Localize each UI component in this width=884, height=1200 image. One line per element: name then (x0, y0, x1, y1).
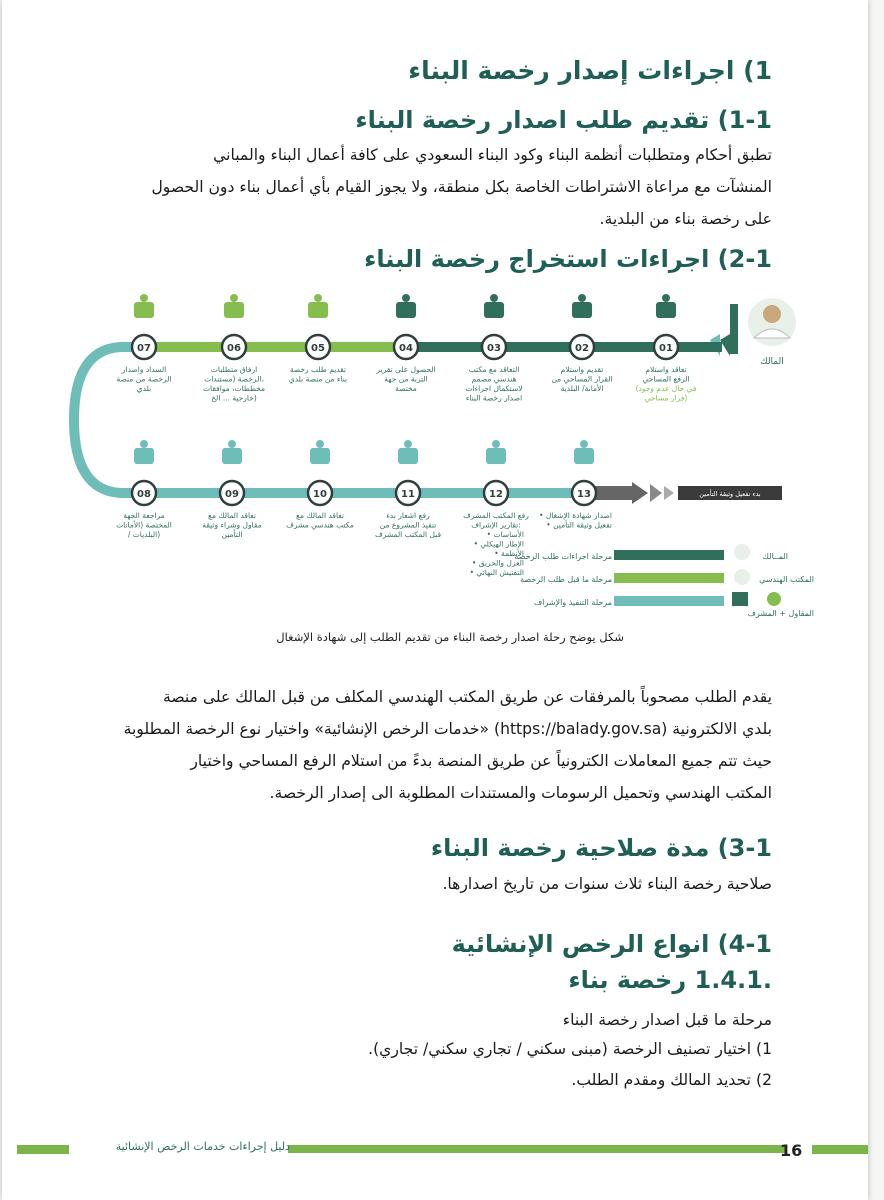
step-number: 04 (399, 343, 413, 354)
step-label: الحصول على تقرير (376, 365, 436, 374)
application-paragraph (50, 681, 772, 809)
step-icon (656, 294, 676, 318)
step-label: قبل المكتب المشرف (374, 530, 442, 539)
step-icon (398, 440, 418, 464)
step-icon (484, 294, 504, 318)
step-bullet: • اصدار شهادة الإشغال (539, 511, 612, 520)
step-icon (134, 440, 154, 464)
step-icon (224, 294, 244, 318)
step-label: المختصة (الأمانات (116, 520, 172, 530)
step-number: 09 (225, 489, 239, 500)
step-label: مراجعة الجهة (123, 511, 165, 520)
step-icon (308, 294, 328, 318)
step-label: اصدار رخصة البناء (465, 393, 523, 403)
step-bullet: • الأنظمة (494, 549, 524, 558)
step-label: خارجية ... الخ) (211, 393, 257, 403)
step-label: تعاقد واستلام (645, 365, 687, 374)
step-number: 03 (487, 343, 501, 354)
owner-icon (748, 298, 796, 346)
permit-process-diagram (2, 290, 868, 650)
step-label: التعاقد مع مكتب (468, 365, 520, 374)
step-icon (222, 440, 242, 464)
step-label: هندسي مصمم (471, 374, 517, 384)
paragraph-line: حيث تتم جميع المعاملات الكترونياً عن طريق المنصة بدءً من استلام الرفع المساحي واختيار (190, 752, 772, 770)
step-label: لاستكمال اجراءات (465, 384, 523, 393)
step-label: بلدي (136, 384, 152, 393)
step-number: 12 (489, 489, 503, 500)
step-label: مختصة (395, 384, 417, 393)
bottom-step-10 (286, 440, 354, 530)
step-number: 06 (227, 343, 241, 354)
owner-label: المالك (760, 357, 784, 367)
bottom-step-13 (539, 440, 612, 530)
step-icon (396, 294, 416, 318)
footer-title: دليل إجراءات خدمات الرخص الإنشائية (115, 1140, 290, 1153)
step-label: تقارير الإشراف: (471, 520, 521, 530)
step-label: السداد واصدار (121, 365, 167, 374)
step-label: الرخصة من منصة (116, 374, 172, 384)
document-page (2, 0, 868, 1200)
paragraph-line: بلدي الالكترونية (https://balady.gov.sa) «خدمات الرخص الإنشائية» واختيار نوع الرخصة المطلوبة (123, 720, 772, 738)
step-label: مخططات، موافقات (202, 384, 266, 393)
step-icon (572, 294, 592, 318)
page-number: 16 (780, 1141, 803, 1160)
list-item-2: 2) تحديد المالك ومقدم الطلب. (571, 1071, 772, 1089)
paragraph-line: المنشآت مع مراعاة الاشتراطات الخاصة بكل منطقة، ولا يجوز القيام بأي أعمال بناء دون الحصول (151, 178, 772, 196)
step-number: 11 (401, 489, 415, 500)
step-number: 01 (659, 343, 673, 354)
step-number: 07 (137, 343, 151, 354)
legend-phase-2: مرحلة ما قبل طلب الرخصة (520, 575, 612, 584)
step-label: تعاقد المالك مع (296, 511, 344, 520)
step-label: الرخصة (مستندات، (204, 374, 264, 384)
step-icon (310, 440, 330, 464)
step-icon (134, 294, 154, 318)
track-pre-request-phase (142, 342, 404, 352)
paragraph-line: المكتب الهندسي وتحميل الرسومات والمستندات المطلوبة الى إصدار الرخصة. (269, 784, 772, 802)
step-label: تقديم طلب رخصة (289, 365, 347, 374)
paragraph-line: يقدم الطلب مصحوباً بالمرفقات عن طريق المكتب الهندسي المكلف من قبل المالك على منصة (162, 688, 772, 706)
step-label: التأمين (221, 530, 243, 539)
step-label: رفع المكتب المشرف (463, 511, 529, 520)
diagram-caption: شكل يوضح رحلة اصدار رخصة البناء من تقديم الطلب إلى شهادة الإشغال (276, 630, 624, 644)
pre-issue-stage: مرحلة ما قبل اصدار رخصة البناء (562, 1011, 772, 1029)
step-label: تقديم واستلام (560, 365, 604, 374)
track-execution-phase (122, 488, 592, 498)
arrow-label: بدء تفعيل وثيقة التأمين (699, 490, 761, 498)
step-label: مقاول وشراء وثيقة (202, 520, 262, 530)
step-label: التربة من جهة (384, 374, 428, 384)
step-label: تعاقد المالك مع (208, 511, 256, 520)
step-label: رفع اشعار بدء (386, 511, 430, 520)
footer-bar-right (812, 1145, 868, 1154)
step-bullet: • تفعيل وثيقة التأمين (546, 520, 612, 530)
section-1-1-paragraph (50, 139, 772, 235)
legend-phase-3: مرحلة التنفيذ والإشراف (533, 598, 612, 607)
section-1-3-title: 3-1) مدة صلاحية رخصة البناء (430, 834, 772, 862)
legend (514, 544, 814, 618)
paragraph-line: على رخصة بناء من البلدية. (599, 210, 772, 228)
step-bullet: • التفتيش النهائي (469, 568, 524, 577)
step-bullet: • العزل والحريق (471, 558, 524, 568)
step-note: (في حال عدم وجود (635, 384, 697, 393)
legend-actor-3: المقاول + المشرف (747, 609, 814, 618)
legend-actor-2: المكتب الهندسي (759, 575, 814, 584)
step-label: مكتب هندسي مشرف (286, 520, 354, 530)
section-1-4-title: 4-1) انواع الرخص الإنشائية (451, 930, 772, 958)
step-number: 02 (575, 343, 589, 354)
step-label: بناء من منصة بلدي (288, 374, 348, 384)
step-label: الأمانة/ البلدية (560, 384, 604, 393)
step-number: 05 (311, 343, 325, 354)
legend-actor-1: المــالك (762, 552, 788, 561)
step-bullet: • الأساسات (486, 530, 524, 539)
section-1-title: 1) اجراءات إصدار رخصة البناء (408, 56, 772, 85)
section-1-2-title: 2-1) اجراءات استخراج رخصة البناء (364, 245, 772, 273)
step-number: 10 (313, 489, 327, 500)
legend-phase-1: مرحلة اجراءات طلب الرخصة (514, 552, 612, 561)
step-number: 13 (577, 489, 591, 500)
step-label: القرار المساحي من (551, 374, 613, 384)
footer-bar-left (17, 1145, 69, 1154)
step-label: الرفع المساحي (642, 374, 690, 384)
step-bullet: • الإطار الهيكلي (473, 539, 524, 549)
step-label: تنفيذ المشروع من (379, 520, 437, 530)
footer-bar-center (288, 1145, 785, 1153)
validity-text: صلاحية رخصة البناء ثلاث سنوات من تاريخ اصدارها. (442, 875, 772, 893)
step-icon (486, 440, 506, 464)
step-number: 08 (137, 489, 151, 500)
paragraph-line: تطبق أحكام ومتطلبات أنظمة البناء وكود البناء السعودي على كافة أعمال البناء والمباني (213, 146, 772, 164)
section-1-4-1-title: .1.4.1 رخصة بناء (568, 966, 772, 994)
step-icon (574, 440, 594, 464)
step-label: / البلديات) (127, 530, 161, 539)
step-label: ارفاق متطلبات (210, 365, 258, 374)
section-1-1-title: 1-1) تقديم طلب اصدار رخصة البناء (355, 106, 772, 134)
list-item-1: 1) اختيار تصنيف الرخصة (مبنى سكني / تجاري سكني/ تجاري). (368, 1040, 772, 1058)
step-note: قرار مساحي) (644, 393, 688, 403)
top-step-05 (289, 294, 347, 384)
